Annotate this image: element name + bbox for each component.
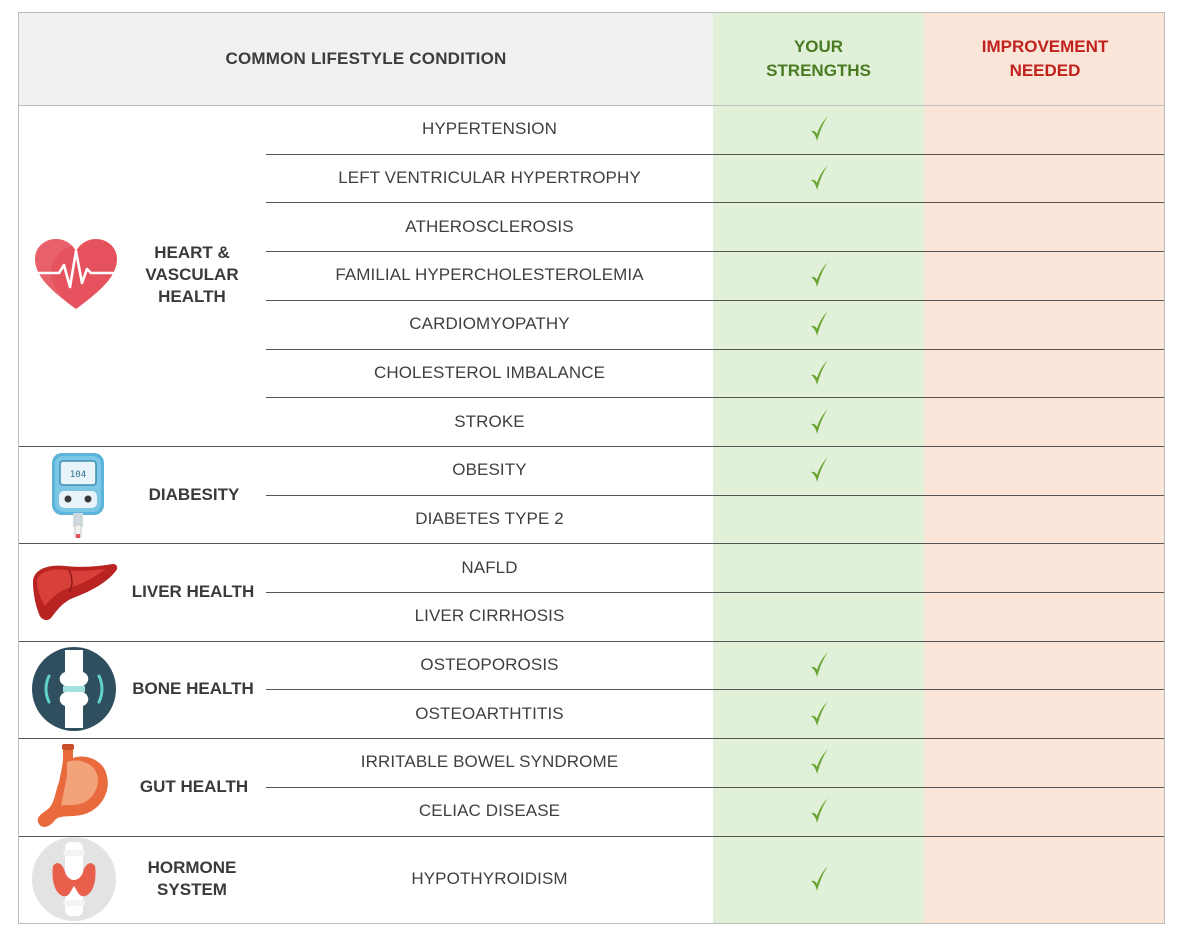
- check-icon: [713, 300, 924, 349]
- condition-name: OBESITY: [452, 460, 527, 480]
- category-label: HEART & VASCULAR HEALTH: [145, 243, 239, 307]
- category-label: BONE HEALTH: [132, 679, 254, 699]
- condition-name: CARDIOMYOPATHY: [409, 314, 570, 334]
- condition-name: IRRITABLE BOWEL SYNDROME: [360, 752, 619, 772]
- condition-name: NAFLD: [461, 557, 518, 577]
- thyroid-icon: [31, 836, 117, 924]
- condition-name: DIABETES TYPE 2: [415, 508, 564, 528]
- condition-name: OSTEOPOROSIS: [420, 655, 559, 675]
- check-icon: [713, 349, 924, 398]
- check-icon: [713, 787, 924, 836]
- check-icon: [713, 397, 924, 446]
- condition-name: CELIAC DISEASE: [418, 801, 561, 821]
- category-label: LIVER HEALTH: [131, 582, 255, 601]
- header-divider: [19, 105, 1165, 106]
- condition-name: HYPERTENSION: [421, 119, 558, 139]
- check-icon: [713, 689, 924, 738]
- improvement-column: [924, 105, 1165, 923]
- header-improvement: IMPROVEMENT NEEDED: [924, 13, 1165, 105]
- check-icon: [713, 446, 924, 495]
- category-label: DIABESITY: [148, 484, 240, 504]
- condition-name: OSTEOARTHTITIS: [415, 703, 564, 723]
- category-label: GUT HEALTH: [139, 776, 249, 796]
- liver-icon: [29, 560, 119, 627]
- condition-name: FAMILIAL HYPERCHOLESTEROLEMIA: [335, 265, 644, 285]
- category-label: HORMONE SYSTEM: [147, 858, 237, 900]
- condition-name: ATHEROSCLEROSIS: [405, 216, 574, 236]
- condition-name: CHOLESTEROL IMBALANCE: [373, 362, 606, 382]
- heart-pulse-icon: [33, 237, 119, 318]
- condition-name: STROKE: [454, 411, 525, 431]
- condition-name: LEFT VENTRICULAR HYPERTROPHY: [338, 168, 641, 188]
- glucose-meter-icon: [49, 451, 107, 544]
- check-icon: [713, 836, 924, 924]
- check-icon: [713, 154, 924, 203]
- bone-joint-icon: [31, 646, 117, 737]
- header-strengths: YOUR STRENGTHS: [713, 13, 924, 105]
- condition-name: LIVER CIRRHOSIS: [414, 606, 565, 626]
- check-icon: [713, 105, 924, 154]
- lifestyle-condition-table: [18, 12, 1165, 924]
- svg-text:104: 104: [69, 469, 87, 480]
- check-icon: [713, 738, 924, 787]
- stomach-icon: [33, 744, 113, 835]
- check-icon: [713, 251, 924, 300]
- condition-name: HYPOTHYROIDISM: [411, 869, 568, 889]
- check-icon: [713, 641, 924, 690]
- header-condition: COMMON LIFESTYLE CONDITION: [19, 13, 713, 105]
